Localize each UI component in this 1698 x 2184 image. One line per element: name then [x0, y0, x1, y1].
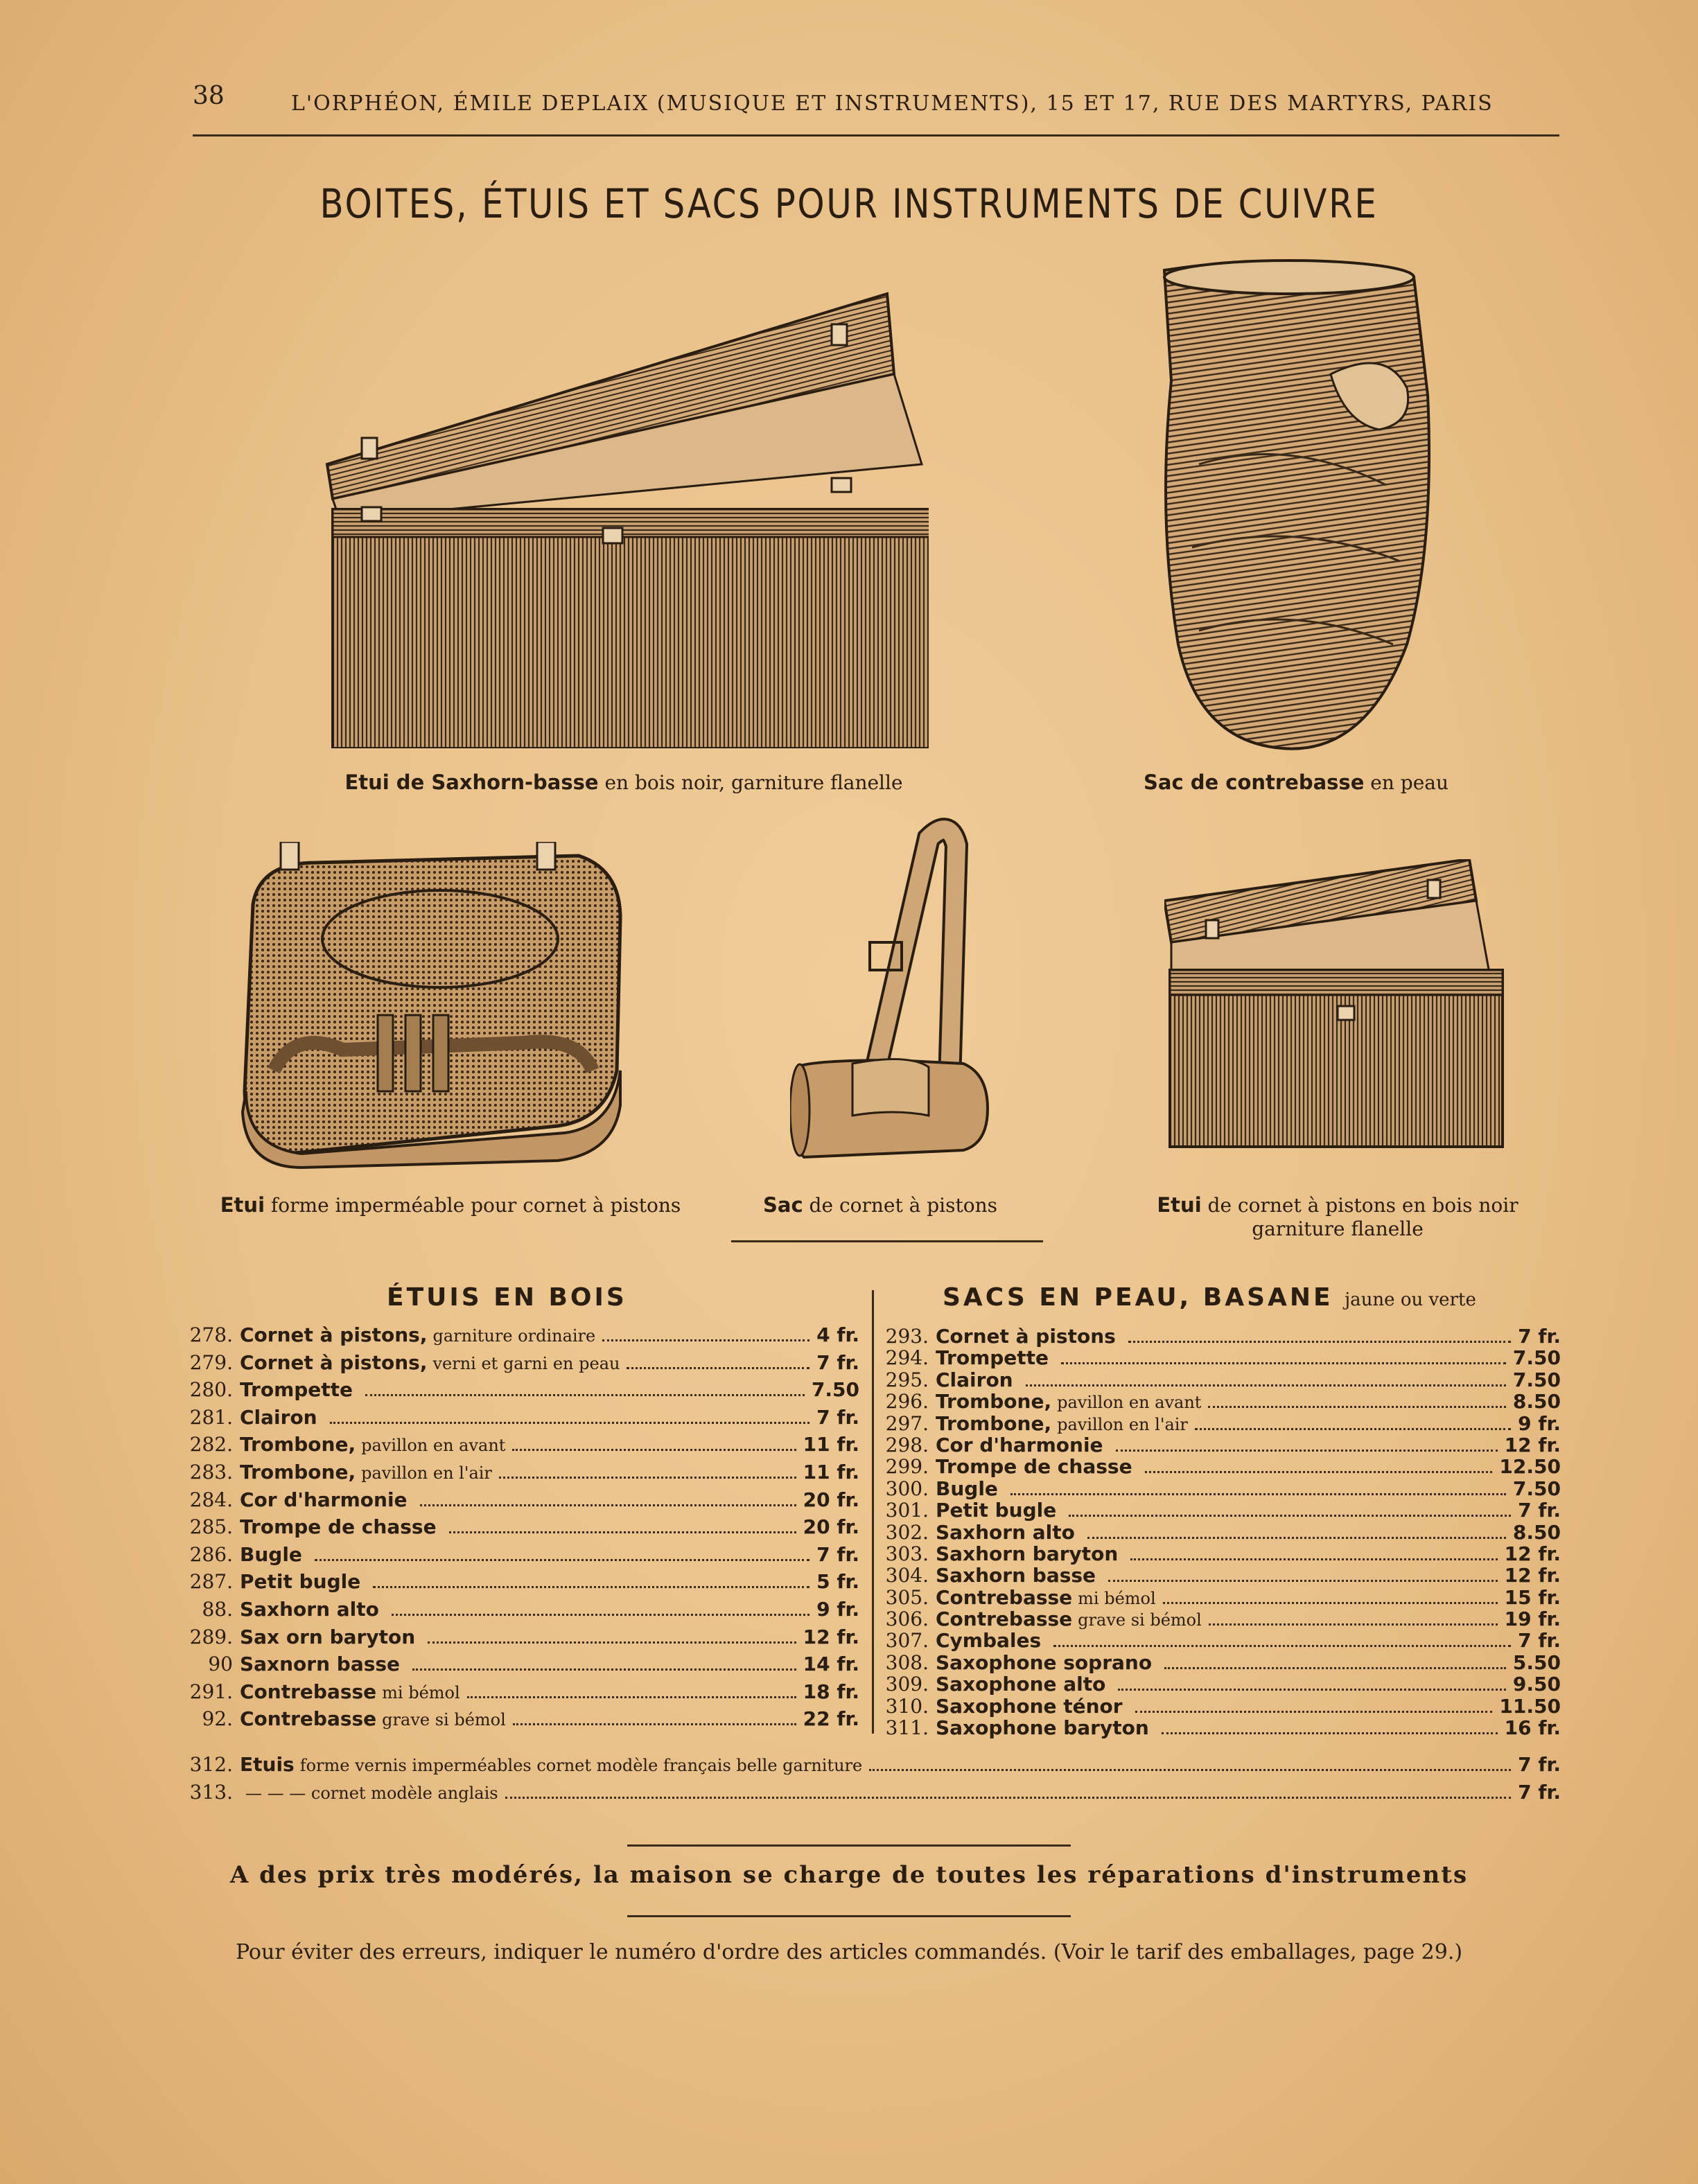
item-name: Bugle [936, 1477, 998, 1500]
leader-dots [869, 1769, 1511, 1771]
item-name: Saxhorn alto [936, 1520, 1075, 1544]
item-price: 8.50 [1512, 1390, 1561, 1414]
leader-dots [365, 1394, 805, 1396]
leader-dots [1128, 1341, 1511, 1343]
leader-dots [602, 1339, 809, 1341]
price-list-item [875, 1346, 1561, 1368]
leader-dots [1130, 1558, 1497, 1560]
item-name: Saxhorn basse [936, 1564, 1096, 1587]
price-list-item [875, 1608, 1561, 1629]
item-name: Contrebasse [240, 1680, 377, 1703]
item-number: 304. [885, 1564, 929, 1587]
item-qualifier: verni et garni en peau [432, 1353, 620, 1373]
footer-note: Pour éviter des erreurs, indiquer le numéro d'ordre des articles commandés. (Voir le tarif des emballages, page 29.) [235, 1940, 1463, 1964]
item-price: 12.50 [1499, 1455, 1561, 1479]
item-price: 12 fr. [1504, 1542, 1561, 1565]
price-list-item [875, 1673, 1561, 1694]
cornet-wood-case-illustration [1164, 859, 1504, 1150]
item-number: 289. [189, 1625, 233, 1648]
price-list-item [179, 1781, 1561, 1808]
item-qualifier: grave si bémol [382, 1710, 506, 1730]
price-list-item [179, 1488, 859, 1516]
item-price: 9.50 [1512, 1673, 1561, 1696]
item-name: Contrebasse [240, 1707, 377, 1731]
item-price: 7.50 [1512, 1346, 1561, 1370]
item-price: 16 fr. [1504, 1716, 1561, 1740]
item-price: 15 fr. [1504, 1585, 1561, 1609]
leader-dots [1053, 1645, 1511, 1647]
leader-dots [330, 1422, 810, 1424]
leader-dots [1061, 1362, 1506, 1364]
item-qualifier: pavillon en l'air [1057, 1414, 1188, 1434]
item-number: 309. [885, 1673, 929, 1696]
caption-contrebasse-bag [1053, 770, 1539, 794]
leader-dots [1135, 1711, 1493, 1713]
item-price: 7 fr. [816, 1405, 859, 1429]
leader-dots [428, 1641, 796, 1644]
item-number: 88. [202, 1597, 233, 1621]
item-name: Saxophone soprano [936, 1650, 1153, 1674]
price-list-item [875, 1390, 1561, 1414]
leader-dots [1163, 1602, 1498, 1604]
leader-dots [1208, 1406, 1505, 1408]
price-list-item [179, 1680, 859, 1708]
item-name: Petit bugle [240, 1570, 361, 1594]
item-name: Trombone, [936, 1411, 1052, 1435]
item-name: Trompe de chasse [936, 1455, 1132, 1479]
item-qualifier: — — — cornet modèle anglais [245, 1783, 498, 1803]
price-list-item [875, 1564, 1561, 1585]
item-number: 280. [189, 1378, 233, 1402]
item-number: 313. [189, 1780, 233, 1804]
item-number: 285. [189, 1515, 233, 1539]
item-price: 7 fr. [1518, 1629, 1561, 1653]
item-number: 293. [885, 1325, 929, 1348]
item-number: 301. [885, 1499, 929, 1522]
price-list-item [179, 1543, 859, 1571]
item-name: Saxophone baryton [936, 1716, 1149, 1740]
item-name: Cor d'harmonie [240, 1488, 408, 1511]
leader-dots [1162, 1732, 1498, 1734]
sacs-en-peau-list [875, 1325, 1561, 1738]
item-number: 295. [885, 1368, 929, 1391]
item-name: Sax orn baryton [240, 1625, 416, 1648]
item-number: 297. [885, 1411, 929, 1435]
item-price: 11 fr. [803, 1460, 859, 1483]
price-list-item [875, 1455, 1561, 1477]
item-price: 18 fr. [803, 1680, 859, 1703]
item-name: Cornet à pistons, [240, 1323, 428, 1346]
item-name: Bugle [240, 1542, 302, 1566]
price-list-item [875, 1695, 1561, 1716]
leader-dots [1087, 1537, 1506, 1539]
price-list-item [875, 1499, 1561, 1520]
saxhorn-case-illustration [319, 291, 929, 748]
item-qualifier: mi bémol [1078, 1588, 1156, 1608]
item-name: Trombone, [936, 1390, 1052, 1414]
leader-dots [627, 1367, 809, 1369]
sacs-en-peau-heading [943, 1283, 1476, 1312]
cornet-case-illustration [232, 842, 634, 1174]
leader-dots [467, 1696, 796, 1698]
item-name: Trombone, [240, 1460, 356, 1483]
item-name: Trombone, [240, 1433, 356, 1456]
item-price: 7.50 [811, 1378, 859, 1402]
leader-dots [1195, 1428, 1511, 1430]
leader-dots [513, 1723, 796, 1725]
leader-dots [1145, 1471, 1493, 1473]
price-list-item [179, 1653, 859, 1680]
price-list-item [179, 1598, 859, 1626]
item-number: 300. [885, 1477, 929, 1500]
item-price: 11 fr. [803, 1433, 859, 1456]
item-qualifier: forme vernis imperméables cornet modèle français belle garniture [299, 1756, 863, 1775]
item-name: Cymbales [936, 1629, 1042, 1653]
item-number: 310. [885, 1694, 929, 1718]
item-price: 9 fr. [1518, 1411, 1561, 1435]
price-list-item [179, 1707, 859, 1735]
item-number: 90 [208, 1653, 233, 1676]
price-list-item [179, 1753, 1561, 1781]
caption-cornet-bag [721, 1193, 1040, 1217]
item-number: 299. [885, 1455, 929, 1479]
price-list-item [179, 1461, 859, 1488]
item-name: Cornet à pistons [936, 1325, 1116, 1348]
item-qualifier: pavillon en avant [361, 1436, 506, 1456]
price-list-item [875, 1629, 1561, 1653]
price-list-item [875, 1434, 1561, 1455]
item-price: 7 fr. [1518, 1325, 1561, 1348]
item-name: Cor d'harmonie [936, 1433, 1103, 1456]
item-number: 302. [885, 1520, 929, 1544]
item-number: 281. [189, 1405, 233, 1429]
item-qualifier: grave si bémol [1078, 1610, 1202, 1630]
repairs-notice: A des prix très modérés, la maison se charge de toutes les réparations d'instruments [229, 1861, 1469, 1889]
item-number: 312. [189, 1753, 233, 1776]
contrebasse-bag-illustration [1157, 256, 1435, 755]
item-name: Contrebasse [936, 1585, 1073, 1609]
caption-cornet-case [201, 1193, 700, 1217]
item-price: 8.50 [1512, 1520, 1561, 1544]
item-price: 12 fr. [803, 1625, 859, 1648]
item-qualifier: pavillon en avant [1057, 1393, 1202, 1413]
price-list-item [179, 1626, 859, 1653]
leader-dots [373, 1586, 809, 1588]
price-list-item [179, 1515, 859, 1543]
item-number: 282. [189, 1433, 233, 1456]
page-number: 38 [193, 82, 225, 110]
item-number: 306. [885, 1608, 929, 1631]
leader-dots [505, 1797, 1512, 1799]
item-price: 7.50 [1512, 1477, 1561, 1500]
item-price: 11.50 [1499, 1694, 1561, 1718]
item-number: 291. [189, 1680, 233, 1703]
item-name: Saxhorn alto [240, 1597, 379, 1621]
leader-dots [420, 1504, 796, 1506]
caption-text: en bois noir, garniture flanelle [598, 771, 903, 794]
item-number: 278. [189, 1323, 233, 1346]
sacs-subheading: jaune ou verte [1345, 1289, 1476, 1310]
divider-top [627, 1844, 1071, 1847]
item-number: 279. [189, 1350, 233, 1374]
price-list-item [875, 1477, 1561, 1499]
item-name: Clairon [936, 1368, 1013, 1391]
item-number: 296. [885, 1390, 929, 1414]
price-list-item [875, 1368, 1561, 1390]
leader-dots [1010, 1493, 1506, 1495]
caption-bold: Sac de contrebasse [1143, 770, 1365, 794]
sacs-heading-text: SACS EN PEAU, BASANE [943, 1283, 1333, 1312]
item-price: 5.50 [1512, 1650, 1561, 1674]
extra-items-list [179, 1753, 1561, 1808]
price-list-item [875, 1521, 1561, 1542]
item-name: Clairon [240, 1405, 317, 1429]
item-price: 7 fr. [1518, 1499, 1561, 1522]
divider [731, 1240, 1043, 1242]
caption-text: en peau [1364, 771, 1448, 794]
caption-text: forme imperméable pour cornet à pistons [265, 1194, 681, 1217]
column-divider [872, 1290, 874, 1734]
divider-bottom [627, 1915, 1071, 1917]
running-head: L'ORPHÉON, ÉMILE DEPLAIX (MUSIQUE ET INSTRUMENTS), 15 ET 17, RUE DES MARTYRS, PARIS [291, 91, 1494, 116]
item-price: 20 fr. [803, 1515, 859, 1539]
item-number: 305. [885, 1585, 929, 1609]
page-title: BOITES, ÉTUIS ET SACS POUR INSTRUMENTS DE CUIVRE [320, 180, 1378, 227]
item-name: Saxnorn basse [240, 1653, 401, 1676]
item-number: 303. [885, 1542, 929, 1565]
cornet-bag-illustration [790, 818, 991, 1164]
caption-bold: Etui [220, 1193, 265, 1217]
caption-saxhorn-case [319, 770, 929, 794]
etuis-en-bois-heading: ÉTUIS EN BOIS [387, 1283, 627, 1312]
leader-dots [1026, 1384, 1506, 1386]
item-price: 9 fr. [816, 1597, 859, 1621]
price-list-item [875, 1651, 1561, 1673]
item-name: Saxophone ténor [936, 1694, 1123, 1718]
item-name: Etuis [240, 1753, 295, 1776]
leader-dots [1164, 1667, 1506, 1669]
item-price: 12 fr. [1504, 1564, 1561, 1587]
item-price: 22 fr. [803, 1707, 859, 1731]
price-list-item [179, 1323, 859, 1351]
item-number: 307. [885, 1629, 929, 1653]
caption-bold: Etui de Saxhorn-basse [344, 770, 599, 794]
leader-dots [499, 1477, 796, 1479]
item-price: 7.50 [1512, 1368, 1561, 1391]
item-price: 7 fr. [1518, 1780, 1561, 1804]
price-list-item [179, 1433, 859, 1461]
price-list-item [875, 1586, 1561, 1608]
leader-dots [392, 1614, 809, 1616]
item-price: 5 fr. [816, 1570, 859, 1594]
caption-bold: Sac [763, 1193, 803, 1217]
item-number: 92. [202, 1707, 233, 1731]
item-price: 7 fr. [816, 1350, 859, 1374]
item-qualifier: garniture ordinaire [432, 1326, 596, 1346]
item-number: 308. [885, 1650, 929, 1674]
item-price: 7 fr. [1518, 1753, 1561, 1776]
leader-dots [1118, 1689, 1506, 1691]
caption-text-line2: garniture flanelle [1252, 1217, 1424, 1240]
item-name: Contrebasse [936, 1608, 1073, 1631]
item-price: 19 fr. [1504, 1608, 1561, 1631]
leader-dots [512, 1449, 796, 1451]
item-price: 7 fr. [816, 1542, 859, 1566]
item-price: 4 fr. [816, 1323, 859, 1346]
item-name: Trompe de chasse [240, 1515, 437, 1539]
price-list-item [179, 1406, 859, 1434]
leader-dots [412, 1668, 796, 1671]
item-name: Petit bugle [936, 1499, 1057, 1522]
item-qualifier: mi bémol [382, 1682, 460, 1702]
page-header [193, 82, 1559, 136]
item-name: Cornet à pistons, [240, 1350, 428, 1374]
item-name: Saxhorn baryton [936, 1542, 1119, 1565]
item-number: 287. [189, 1570, 233, 1594]
item-number: 294. [885, 1346, 929, 1370]
leader-dots [1209, 1623, 1498, 1626]
leader-dots [315, 1559, 809, 1561]
price-list-item [179, 1570, 859, 1598]
price-list-item [875, 1325, 1561, 1346]
etuis-en-bois-list [179, 1323, 859, 1735]
item-qualifier: pavillon en l'air [361, 1463, 492, 1483]
price-list-item [875, 1716, 1561, 1738]
leader-dots [1108, 1580, 1498, 1582]
caption-bold: Etui [1157, 1193, 1202, 1217]
item-number: 284. [189, 1488, 233, 1511]
item-number: 283. [189, 1460, 233, 1483]
item-number: 311. [885, 1716, 929, 1740]
leader-dots [449, 1531, 796, 1533]
item-name: Trompette [936, 1346, 1049, 1370]
price-list-item [179, 1378, 859, 1406]
leader-dots [1069, 1515, 1511, 1517]
price-list-item [875, 1412, 1561, 1434]
item-name: Saxophone alto [936, 1673, 1106, 1696]
item-number: 286. [189, 1542, 233, 1566]
price-list-item [875, 1542, 1561, 1564]
item-number: 298. [885, 1433, 929, 1456]
price-list-item [179, 1351, 859, 1379]
item-price: 20 fr. [803, 1488, 859, 1511]
caption-text: de cornet à pistons en bois noir [1201, 1194, 1518, 1217]
caption-text: de cornet à pistons [803, 1194, 997, 1217]
caption-cornet-wood-case [1116, 1193, 1559, 1241]
item-price: 12 fr. [1504, 1433, 1561, 1456]
item-name: Trompette [240, 1378, 353, 1402]
leader-dots [1116, 1450, 1498, 1452]
item-price: 14 fr. [803, 1653, 859, 1676]
